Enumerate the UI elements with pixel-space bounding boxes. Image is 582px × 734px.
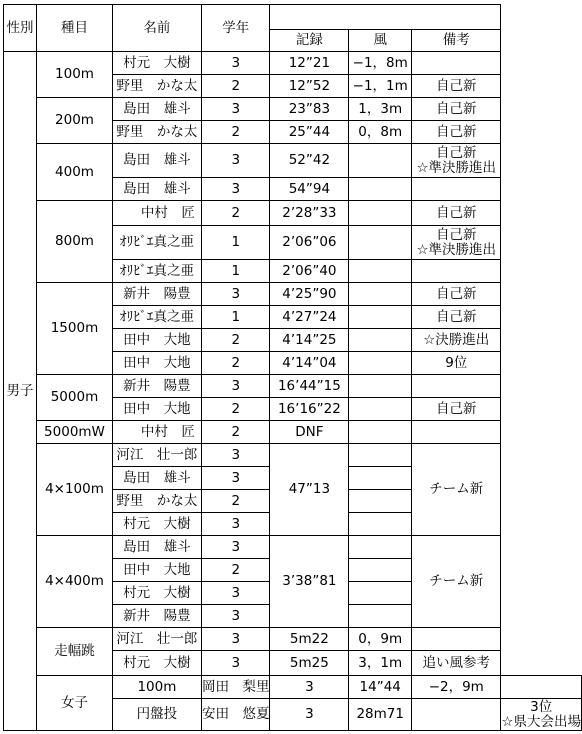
grade-cell: 1 — [201, 226, 270, 260]
table-row — [4, 628, 582, 651]
wind-cell: −2，9m — [412, 676, 501, 699]
record-cell: 16’16”22 — [270, 398, 349, 421]
record-cell: 16’44”15 — [270, 375, 349, 398]
event-cell: 100m — [37, 52, 113, 98]
header-sex: 性別 — [4, 5, 37, 52]
record-cell: 5m22 — [270, 628, 349, 651]
note-cell: 自己新 — [412, 121, 501, 144]
note-cell — [412, 628, 501, 651]
header-blank — [270, 5, 501, 30]
grade-cell: 3 — [201, 513, 270, 536]
header-row — [4, 5, 582, 30]
grade-cell: 3 — [201, 52, 270, 75]
athlete-name: 島田 雄斗 — [112, 144, 201, 178]
note-cell — [412, 260, 501, 283]
grade-cell: 3 — [201, 98, 270, 121]
wind-cell — [349, 490, 412, 513]
event-cell: 走幅跳 — [37, 628, 113, 676]
note-cell — [412, 226, 501, 260]
wind-cell — [349, 178, 412, 201]
grade-cell: 3 — [201, 444, 270, 467]
relay-note-cell: チーム新 — [412, 444, 501, 536]
wind-cell — [349, 421, 412, 444]
table-row — [4, 98, 582, 121]
athlete-name: 河江 壮一郎 — [112, 628, 201, 651]
athlete-name: 安田 悠夏 — [201, 699, 270, 731]
record-cell: DNF — [270, 421, 349, 444]
athlete-name: 村元 大樹 — [112, 651, 201, 676]
grade-cell: 2 — [201, 421, 270, 444]
grade-cell: 2 — [201, 398, 270, 421]
header-record: 記録 — [270, 30, 349, 52]
note-cell: 自己新 — [412, 98, 501, 121]
athlete-name: 野里 かな太 — [112, 75, 201, 98]
table-row — [4, 676, 582, 699]
record-cell: 2’06”40 — [270, 260, 349, 283]
athlete-name: 新井 陽豊 — [112, 375, 201, 398]
note-line: ☆準決勝進出 — [416, 159, 497, 176]
note-line: 3位 — [530, 698, 553, 715]
wind-cell — [349, 513, 412, 536]
note-cell: 自己新 — [412, 201, 501, 226]
wind-cell: −1，8m — [349, 52, 412, 75]
note-cell — [412, 144, 501, 178]
record-cell: 12”52 — [270, 75, 349, 98]
record-cell: 25”44 — [270, 121, 349, 144]
note-cell — [501, 676, 582, 699]
table-row — [4, 144, 582, 178]
table-row — [4, 536, 582, 559]
grade-cell: 3 — [201, 628, 270, 651]
athlete-name: 野里 かな太 — [112, 490, 201, 513]
grade-cell: 2 — [201, 121, 270, 144]
athlete-name: 島田 雄斗 — [112, 536, 201, 559]
note-cell: 自己新 — [412, 75, 501, 98]
note-line: 自己新 — [436, 144, 477, 161]
grade-cell: 3 — [201, 178, 270, 201]
grade-cell: 3 — [201, 582, 270, 605]
wind-cell — [349, 536, 412, 559]
wind-cell: 0，8m — [349, 121, 412, 144]
record-cell: 12”21 — [270, 52, 349, 75]
note-cell — [412, 375, 501, 398]
athlete-name: 村元 大樹 — [112, 513, 201, 536]
record-cell: 14”44 — [349, 676, 412, 699]
sex-cell-female: 女子 — [37, 676, 113, 731]
wind-cell — [349, 352, 412, 375]
athlete-name: 岡田 梨里 — [201, 676, 270, 699]
wind-cell — [349, 398, 412, 421]
grade-cell: 3 — [201, 651, 270, 676]
athlete-name: 島田 雄斗 — [112, 178, 201, 201]
event-cell: 1500m — [37, 283, 113, 375]
relay-record-cell: 3’38”81 — [270, 536, 349, 628]
grade-cell: 3 — [201, 536, 270, 559]
record-cell: 23”83 — [270, 98, 349, 121]
note-cell: 9位 — [412, 352, 501, 375]
record-cell: 54”94 — [270, 178, 349, 201]
grade-cell: 2 — [201, 352, 270, 375]
grade-cell: 3 — [270, 699, 349, 731]
wind-cell: −1，1m — [349, 75, 412, 98]
athlete-name: 田中 大地 — [112, 329, 201, 352]
header-wind: 風 — [349, 30, 412, 52]
event-cell: 5000m — [37, 375, 113, 421]
grade-cell: 3 — [201, 283, 270, 306]
athlete-name: 田中 大地 — [112, 398, 201, 421]
wind-cell — [412, 699, 501, 731]
wind-cell — [349, 306, 412, 329]
results-table-container — [3, 4, 582, 731]
record-cell: 5m25 — [270, 651, 349, 676]
note-cell — [412, 421, 501, 444]
athlete-name: 村元 大樹 — [112, 582, 201, 605]
grade-cell: 1 — [201, 306, 270, 329]
note-cell — [501, 699, 582, 731]
wind-cell — [349, 260, 412, 283]
athlete-name: 田中 大地 — [112, 352, 201, 375]
header-grade: 学年 — [201, 5, 270, 52]
grade-cell: 3 — [201, 467, 270, 490]
header-note: 備考 — [412, 30, 501, 52]
note-line: 自己新 — [436, 226, 477, 243]
results-table — [3, 4, 582, 731]
table-row — [4, 421, 582, 444]
note-cell: 自己新 — [412, 398, 501, 421]
record-cell: 4’25”90 — [270, 283, 349, 306]
grade-cell: 3 — [270, 676, 349, 699]
wind-cell — [349, 283, 412, 306]
athlete-name: 新井 陽豊 — [112, 283, 201, 306]
grade-cell: 3 — [201, 375, 270, 398]
record-cell: 4’14”25 — [270, 329, 349, 352]
athlete-name: 村元 大樹 — [112, 52, 201, 75]
wind-cell: 0，9m — [349, 628, 412, 651]
wind-cell — [349, 559, 412, 582]
note-line: ☆準決勝進出 — [416, 241, 497, 258]
wind-cell — [349, 144, 412, 178]
event-cell: 400m — [37, 144, 113, 201]
table-row — [4, 375, 582, 398]
athlete-name: ｵﾘﾋﾞｴ真之亜 — [112, 260, 201, 283]
table-row — [4, 283, 582, 306]
note-cell: 追い風参考 — [412, 651, 501, 676]
event-cell: 100m — [112, 676, 201, 699]
wind-cell — [349, 467, 412, 490]
event-cell: 200m — [37, 98, 113, 144]
wind-cell — [349, 201, 412, 226]
athlete-name: 田中 大地 — [112, 559, 201, 582]
grade-cell: 2 — [201, 201, 270, 226]
athlete-name: ｵﾘﾋﾞｴ真之亜 — [112, 306, 201, 329]
table-row — [4, 52, 582, 75]
note-cell — [412, 52, 501, 75]
athlete-name: 中村 匠 — [112, 201, 201, 226]
athlete-name: 中村 匠 — [112, 421, 201, 444]
wind-cell: 1，3m — [349, 98, 412, 121]
athlete-name: 河江 壮一郎 — [112, 444, 201, 467]
wind-cell: 3，1m — [349, 651, 412, 676]
event-cell: 5000mW — [37, 421, 113, 444]
header-event: 種目 — [37, 5, 113, 52]
grade-cell: 2 — [201, 75, 270, 98]
table-row — [4, 444, 582, 467]
athlete-name: 野里 かな太 — [112, 121, 201, 144]
grade-cell: 2 — [201, 559, 270, 582]
wind-cell — [349, 329, 412, 352]
record-cell: 52”42 — [270, 144, 349, 178]
grade-cell: 2 — [201, 329, 270, 352]
record-cell: 28m71 — [349, 699, 412, 731]
grade-cell: 2 — [201, 490, 270, 513]
event-cell: 4×100m — [37, 444, 113, 536]
record-cell: 2’06”06 — [270, 226, 349, 260]
sex-cell-male: 男子 — [4, 52, 37, 731]
record-cell: 4’14”04 — [270, 352, 349, 375]
wind-cell — [349, 375, 412, 398]
record-cell: 4’27”24 — [270, 306, 349, 329]
wind-cell — [349, 226, 412, 260]
note-cell: ☆決勝進出 — [412, 329, 501, 352]
athlete-name: 新井 陽豊 — [112, 605, 201, 628]
event-cell: 800m — [37, 201, 113, 283]
athlete-name: 島田 雄斗 — [112, 98, 201, 121]
note-cell: 自己新 — [412, 283, 501, 306]
record-cell: 2’28”33 — [270, 201, 349, 226]
table-row — [4, 201, 582, 226]
grade-cell: 3 — [201, 144, 270, 178]
event-cell: 円盤投 — [112, 699, 201, 731]
grade-cell: 3 — [201, 605, 270, 628]
relay-note-cell: チーム新 — [412, 536, 501, 628]
relay-record-cell: 47”13 — [270, 444, 349, 536]
athlete-name: 島田 雄斗 — [112, 467, 201, 490]
note-cell: 自己新 — [412, 306, 501, 329]
grade-cell: 1 — [201, 260, 270, 283]
athlete-name: ｵﾘﾋﾞｴ真之亜 — [112, 226, 201, 260]
wind-cell — [349, 582, 412, 605]
note-line: ☆県大会出場 — [501, 713, 581, 730]
event-cell: 4×400m — [37, 536, 113, 628]
wind-cell — [349, 605, 412, 628]
note-cell — [412, 178, 501, 201]
header-name: 名前 — [112, 5, 201, 52]
wind-cell — [349, 444, 412, 467]
